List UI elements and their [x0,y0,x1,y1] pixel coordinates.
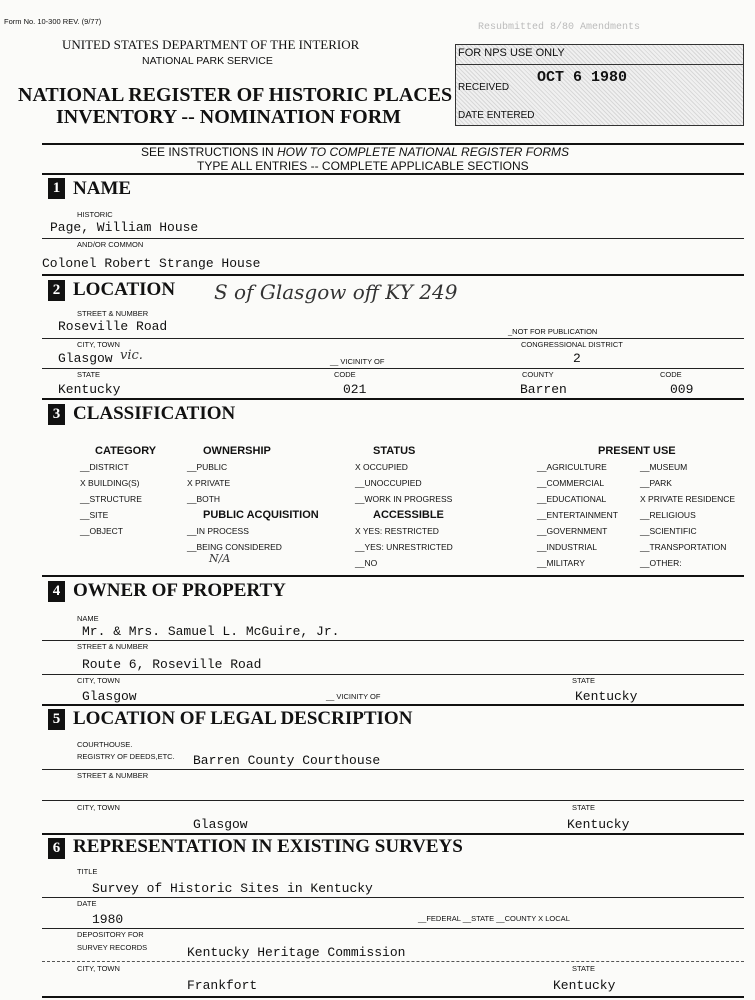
survey-levels[interactable]: __FEDERAL __STATE __COUNTY X LOCAL [418,914,570,923]
use-entertainment[interactable]: __ENTERTAINMENT [537,510,618,520]
ownership-both[interactable]: __BOTH [187,494,221,504]
state-code-value: 021 [343,382,367,397]
state-label: STATE [77,370,101,379]
not-for-publication: _NOT FOR PUBLICATION [508,327,598,336]
accessible-yes-restricted[interactable]: X YES: RESTRICTED [355,526,439,536]
use-agriculture[interactable]: __AGRICULTURE [537,462,607,472]
common-name-label: AND/OR COMMON [77,240,144,249]
survey-title-value: Survey of Historic Sites in Kentucky [92,881,373,896]
street-value: Roseville Road [58,319,168,334]
use-park[interactable]: __PARK [640,478,672,488]
common-name-value: Colonel Robert Strange House [42,256,261,271]
county-label: COUNTY [522,370,554,379]
survey-city-value: Frankfort [187,978,258,993]
legal-city-label: CITY, TOWN [77,803,120,812]
survey-date-label: DATE [77,899,97,908]
section-1-number: 1 [48,178,65,199]
section-3-number: 3 [48,404,65,425]
historic-label: HISTORIC [77,210,113,219]
section-3-title: CLASSIFICATION [73,403,236,424]
survey-state-value: Kentucky [553,978,616,993]
use-museum[interactable]: __MUSEUM [640,462,688,472]
owner-name-value: Mr. & Mrs. Samuel L. McGuire, Jr. [82,624,340,639]
category-district[interactable]: __DISTRICT [80,462,129,472]
instructions-line1: SEE INSTRUCTIONS IN HOW TO COMPLETE NATIONAL REGISTER FORMS [141,145,570,159]
street-label: STREET & NUMBER [77,309,149,318]
use-scientific[interactable]: __SCIENTIFIC [640,526,697,536]
location-handwritten-note: S of Glasgow off KY 249 [214,280,458,304]
form-title-line2: INVENTORY -- NOMINATION FORM [56,106,402,128]
status-unoccupied[interactable]: __UNOCCUPIED [355,478,422,488]
owner-vicinity-of: __ VICINITY OF [326,692,381,701]
use-commercial[interactable]: __COMMERCIAL [537,478,605,488]
survey-state-label: STATE [572,964,596,973]
use-religious[interactable]: __RELIGIOUS [640,510,696,520]
top-right-note: Resubmitted 8/80 Amendments [478,22,641,33]
depository-label-2: SURVEY RECORDS [77,943,148,952]
legal-state-label: STATE [572,803,596,812]
dept-name: UNITED STATES DEPARTMENT OF THE INTERIOR [62,37,360,52]
category-structure[interactable]: __STRUCTURE [80,494,142,504]
courthouse-label: COURTHOUSE. [77,740,133,749]
owner-city-value: Glasgow [82,689,137,704]
survey-title-label: TITLE [77,867,98,876]
use-private-residence[interactable]: X PRIVATE RESIDENCE [640,494,736,504]
owner-street-label: STREET & NUMBER [77,642,149,651]
status-heading: STATUS [373,445,416,457]
survey-date-value: 1980 [92,912,124,927]
city-label: CITY, TOWN [77,340,120,349]
legal-street-label: STREET & NUMBER [77,771,149,780]
form-number: Form No. 10-300 REV. (9/77) [4,17,102,26]
depository-label-1: DEPOSITORY FOR [77,930,144,939]
section-6-title: REPRESENTATION IN EXISTING SURVEYS [73,836,463,857]
historic-name-value: Page, William House [50,220,199,235]
courthouse-value: Barren County Courthouse [193,753,381,768]
section-6-number: 6 [48,838,65,859]
public-acquisition-heading: PUBLIC ACQUISITION [203,509,319,521]
section-1-title: NAME [73,178,132,199]
status-work-in-progress[interactable]: __WORK IN PROGRESS [355,494,453,504]
county-code-label: CODE [660,370,682,379]
category-heading: CATEGORY [95,445,157,457]
section-4-title: OWNER OF PROPERTY [73,580,286,601]
accessible-no[interactable]: __NO [355,558,378,568]
category-site[interactable]: __SITE [80,510,109,520]
owner-state-label: STATE [572,676,596,685]
accessible-yes-unrestricted[interactable]: __YES: UNRESTRICTED [355,542,453,552]
code-label: CODE [334,370,356,379]
section-2-number: 2 [48,280,65,301]
form-title-line1: NATIONAL REGISTER OF HISTORIC PLACES [18,84,453,106]
survey-city-label: CITY, TOWN [77,964,120,973]
city-handwritten-note: vic. [120,348,143,363]
section-4-number: 4 [48,581,65,602]
ownership-private[interactable]: X PRIVATE [187,478,231,488]
county-value: Barren [520,382,567,397]
city-value: Glasgow [58,351,113,366]
section-2-title: LOCATION [73,279,176,300]
received-stamp: OCT 6 1980 [537,69,628,86]
acquisition-in-process[interactable]: __IN PROCESS [187,526,249,536]
county-code-value: 009 [670,382,694,397]
date-entered-label: DATE ENTERED [458,110,535,121]
instructions-line2: TYPE ALL ENTRIES -- COMPLETE APPLICABLE SECTIONS [197,159,529,173]
owner-city-label: CITY, TOWN [77,676,120,685]
use-military[interactable]: __MILITARY [537,558,585,568]
registry-label: REGISTRY OF DEEDS,ETC. [77,752,175,761]
acquisition-handwritten-note: N/A [209,552,231,565]
category-object[interactable]: __OBJECT [80,526,123,536]
acquisition-being-considered[interactable]: __BEING CONSIDERED [187,542,282,552]
status-occupied[interactable]: X OCCUPIED [355,462,408,472]
depository-value: Kentucky Heritage Commission [187,945,406,960]
accessible-heading: ACCESSIBLE [373,509,444,521]
state-value: Kentucky [58,382,121,397]
nps-box-title: FOR NPS USE ONLY [458,47,565,59]
category-buildings[interactable]: X BUILDING(S) [80,478,140,488]
legal-state-value: Kentucky [567,817,630,832]
ownership-public[interactable]: __PUBLIC [187,462,228,472]
use-industrial[interactable]: __INDUSTRIAL [537,542,597,552]
ownership-heading: OWNERSHIP [203,445,271,457]
owner-name-label: NAME [77,614,99,623]
legal-city-value: Glasgow [193,817,248,832]
use-transportation[interactable]: __TRANSPORTATION [640,542,727,552]
service-name: NATIONAL PARK SERVICE [142,55,273,67]
section-5-number: 5 [48,709,65,730]
congressional-district-value: 2 [573,351,581,366]
present-use-heading: PRESENT USE [598,445,676,457]
owner-street-value: Route 6, Roseville Road [82,657,262,672]
use-other[interactable]: __OTHER: [640,558,682,568]
vicinity-of: __ VICINITY OF [330,357,385,366]
owner-state-value: Kentucky [575,689,638,704]
congressional-district-label: CONGRESSIONAL DISTRICT [521,340,623,349]
received-label: RECEIVED [458,82,510,93]
use-government[interactable]: __GOVERNMENT [537,526,608,536]
use-educational[interactable]: __EDUCATIONAL [537,494,607,504]
section-5-title: LOCATION OF LEGAL DESCRIPTION [73,708,413,729]
